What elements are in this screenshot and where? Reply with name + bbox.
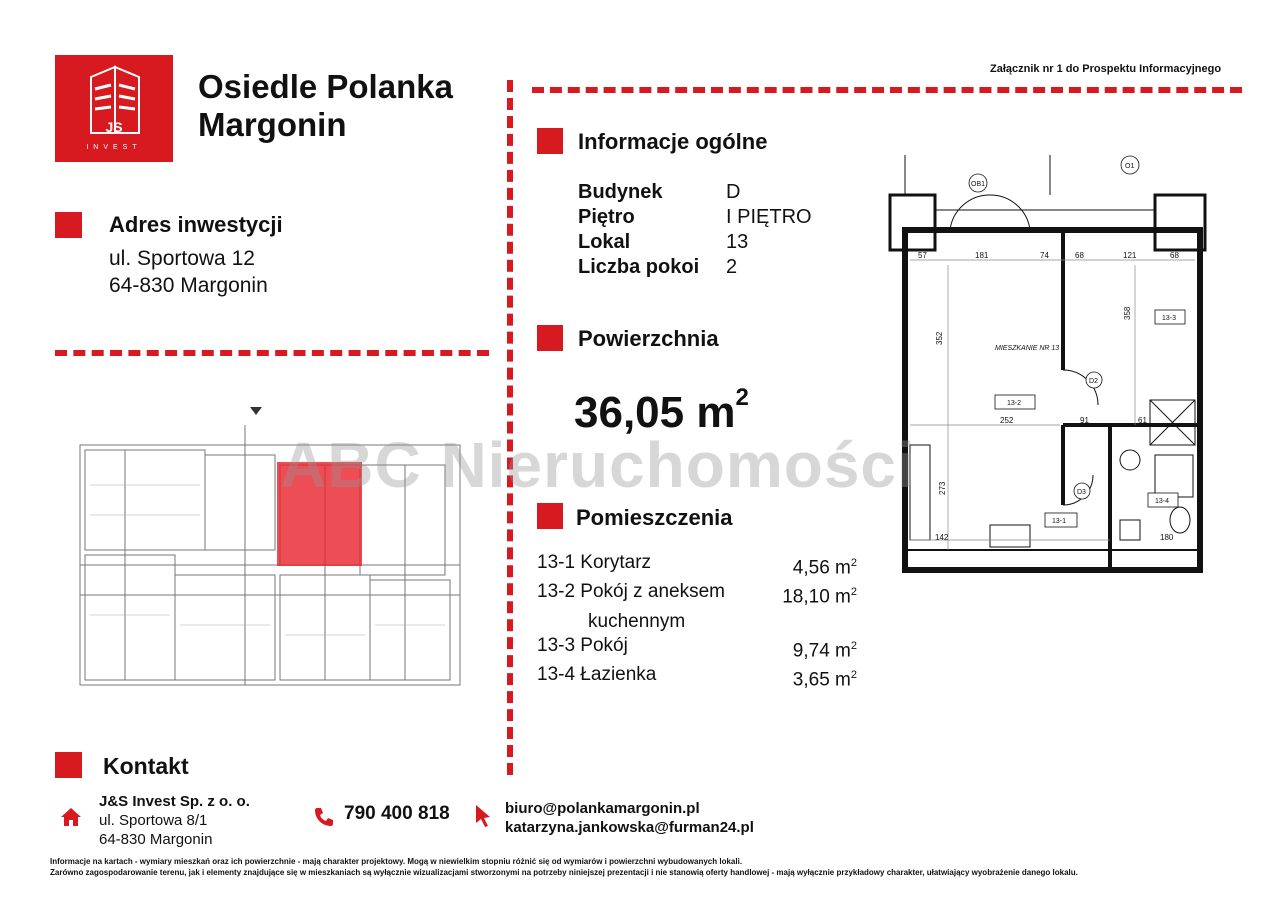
company-city: 64-830 Margonin: [99, 831, 213, 848]
dim-label: 57: [918, 251, 927, 260]
dim-label: 68: [1075, 251, 1084, 260]
info-label: Budynek: [578, 181, 663, 203]
contact-address: [99, 792, 250, 849]
left-divider: [55, 350, 489, 356]
area-unit-sup: 2: [735, 384, 749, 412]
apartment-label: MIESZKANIE NR 13: [995, 345, 1060, 352]
address-city: 64-830 Margonin: [109, 274, 268, 297]
room-area: 3,65 $m^2$: [792, 668, 857, 691]
info-value: D: [726, 181, 741, 203]
company-name: J&S Invest Sp. z o. o.: [99, 793, 250, 810]
room-name: 13-1 Korytarz: [537, 552, 652, 573]
dim-label: 181: [975, 251, 989, 260]
email-link-2[interactable]: katarzyna.jankowska@furman24.pl: [505, 819, 754, 836]
company-street: ul. Sportowa 8/1: [99, 812, 208, 829]
room-item: [537, 634, 857, 663]
area-marker: [537, 325, 563, 351]
info-value: I PIĘTRO: [726, 206, 812, 228]
info-label: Lokal: [578, 231, 631, 253]
door-tag: D3: [1077, 489, 1086, 496]
general-info-table: [578, 180, 812, 280]
room-area: 18,10 $m^2$: [782, 586, 857, 608]
top-divider: [532, 87, 1242, 93]
title-line-1: Osiedle Polanka: [198, 68, 453, 105]
info-value: 2: [726, 256, 738, 278]
dim-label: 61: [1138, 416, 1147, 425]
dim-label: 180: [1160, 533, 1174, 542]
logo-brand: INVEST: [86, 144, 142, 151]
email-link-1[interactable]: biuro@polankamargonin.pl: [505, 800, 700, 817]
home-icon: [60, 807, 82, 827]
info-value: 13: [726, 231, 749, 253]
watermark: ABC Nieruchomości: [280, 429, 916, 501]
info-row-rooms: [578, 255, 812, 280]
door-tag: D2: [1089, 378, 1098, 385]
email-list: [505, 799, 754, 837]
dim-label: 252: [1000, 416, 1014, 425]
dim-label: 121: [1123, 251, 1137, 260]
room-name: 13-4 Łazienka: [537, 663, 657, 685]
room-name: 13-3 Pokój: [537, 634, 628, 656]
dim-label: 358: [1123, 306, 1132, 320]
info-row-floor: [578, 205, 812, 230]
disclaimer-line-1: Informacje na kartach - wymiary mieszkań oraz ich powierzchnie - mają charakter projektowy. Mogą w niewielkim stopniu różnić się od wymiarów i powierzchni wybudowanych lokali.: [50, 857, 743, 866]
address-heading: Adres inwestycji: [109, 212, 283, 237]
address-street: ul. Sportowa 12: [109, 247, 255, 270]
door-tag: O1: [1125, 163, 1135, 170]
title-line-2: Margonin: [198, 106, 347, 143]
disclaimer-line-2: Zarówno zagospodarowanie terenu, jak i elementy znajdujące się w mieszkaniach są wyłącznie wizualizacjami stworzonymi na potrzeby niniejszej prezentacji i nie stanowią oferty handlowej - mają wyłącznie przykładowy charakter, ułatwiający wyobrażenie danego lokalu.: [50, 868, 1078, 877]
dim-label: 273: [938, 481, 947, 495]
area-heading: Powierzchnia: [578, 326, 719, 351]
info-row-building: [578, 180, 812, 205]
contact-heading: Kontakt: [103, 753, 189, 779]
cursor-icon: [474, 804, 492, 828]
dim-label: 91: [1080, 416, 1089, 425]
rooms-heading: Pomieszczenia: [576, 505, 733, 530]
site-north-marker: [250, 407, 262, 415]
logo-letters: JS: [105, 119, 123, 135]
room-tag: 13-4: [1155, 498, 1170, 505]
disclaimer: [50, 856, 1230, 878]
address: [109, 245, 268, 299]
room-item: [537, 580, 857, 609]
address-marker: [55, 212, 82, 238]
door-tag: OB1: [971, 181, 986, 188]
dim-label: 74: [1040, 251, 1049, 260]
info-row-unit: [578, 230, 812, 255]
room-name-continued: kuchennym: [588, 610, 686, 632]
room-area: 4,56 $m^2$: [792, 557, 857, 579]
dim-label: 142: [935, 533, 949, 542]
room-item: [537, 663, 857, 692]
room-tag: 13-1: [1052, 518, 1067, 525]
room-area: 9,74 $m^2$: [792, 639, 857, 661]
room-tag: 13-3: [1162, 315, 1177, 322]
general-marker: [537, 128, 563, 154]
rooms-list: [537, 551, 857, 692]
area-number: 36,05 m: [574, 388, 736, 437]
room-name: 13-2 Pokój z aneksem: [537, 581, 725, 603]
room-item: [537, 551, 857, 580]
logo: [55, 55, 173, 162]
page-title: [198, 68, 453, 144]
info-label: Liczba pokoi: [578, 256, 700, 278]
attachment-note: Załącznik nr 1 do Prospektu Informacyjnego: [990, 63, 1222, 75]
info-label: Piętro: [578, 206, 635, 228]
contact-marker: [55, 752, 82, 778]
general-heading: Informacje ogólne: [578, 129, 768, 154]
rooms-marker: [537, 503, 563, 529]
phone-number[interactable]: 790 400 818: [344, 803, 450, 824]
dim-label: 68: [1170, 251, 1179, 260]
floor-plan: [880, 155, 1220, 585]
room-tag: 13-2: [1007, 400, 1022, 407]
dim-label: 352: [935, 331, 944, 345]
phone-icon: [313, 806, 335, 828]
